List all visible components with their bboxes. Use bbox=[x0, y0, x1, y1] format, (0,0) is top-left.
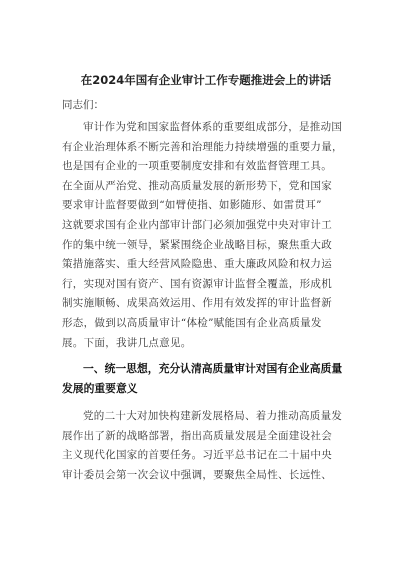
paragraph-line: 在全面从严治党、推动高质量发展的新形势下，党和国家 bbox=[62, 179, 332, 192]
paragraph-line: 展作出了新的战略部署，指出高质量发展是全面建设社会 bbox=[62, 429, 332, 442]
paragraph-line: 展。下面，我讲几点意见。 bbox=[62, 336, 192, 349]
salutation: 同志们： bbox=[62, 99, 104, 111]
section-heading-1 bbox=[62, 359, 350, 399]
paragraph-line: 党的二十大对加快构建新发展格局、着力推动高质量发 bbox=[83, 410, 343, 423]
paragraph-line: 策措施落实、重大经营风险隐患、重大廉政风险和权力运 bbox=[62, 258, 332, 271]
paragraph-line: 要求审计监督要做到“如臂使指、如影随形、如雷贯耳” bbox=[62, 199, 322, 212]
paragraph-line: 审计委员会第一次会议中强调，要聚焦全局性、长远性、 bbox=[62, 468, 332, 481]
paragraph-line: 审计作为党和国家监督体系的重要组成部分，是推动国 bbox=[83, 121, 343, 133]
paragraph-line: 有企业治理体系不断完善和治理能力持续增强的重要力量， bbox=[62, 140, 343, 153]
paragraph-line: 制实施顺畅、成果高效运用、作用有效发挥的审计监督新 bbox=[62, 297, 332, 310]
paragraph-line: 这就要求国有企业内部审计部门必须加强党中央对审计工 bbox=[62, 218, 332, 231]
document-title: 在2024年国有企业审计工作专题推进会上的讲话 bbox=[80, 73, 332, 87]
heading-line: 一、统一思想，充分认清高质量审计对国有企业高质量 bbox=[83, 362, 343, 376]
paragraph-line: 形态，做到以高质量审计“体检”赋能国有企业高质量发 bbox=[62, 316, 322, 329]
paragraph-line: 作的集中统一领导，紧紧围绕企业战略目标，聚焦重大政 bbox=[62, 238, 332, 251]
paragraph-line: 主义现代化国家的首要任务。习近平总书记在二十届中央 bbox=[62, 449, 332, 462]
heading-line: 发展的重要意义 bbox=[62, 382, 138, 396]
paragraph-2 bbox=[62, 407, 350, 485]
paragraph-1 bbox=[62, 118, 350, 353]
paragraph-line: 也是国有企业的一项重要制度安排和有效监督管理工具。 bbox=[62, 160, 332, 173]
paragraph-line: 行，实现对国有资产、国有资源审计监督全覆盖，形成机 bbox=[62, 277, 332, 290]
